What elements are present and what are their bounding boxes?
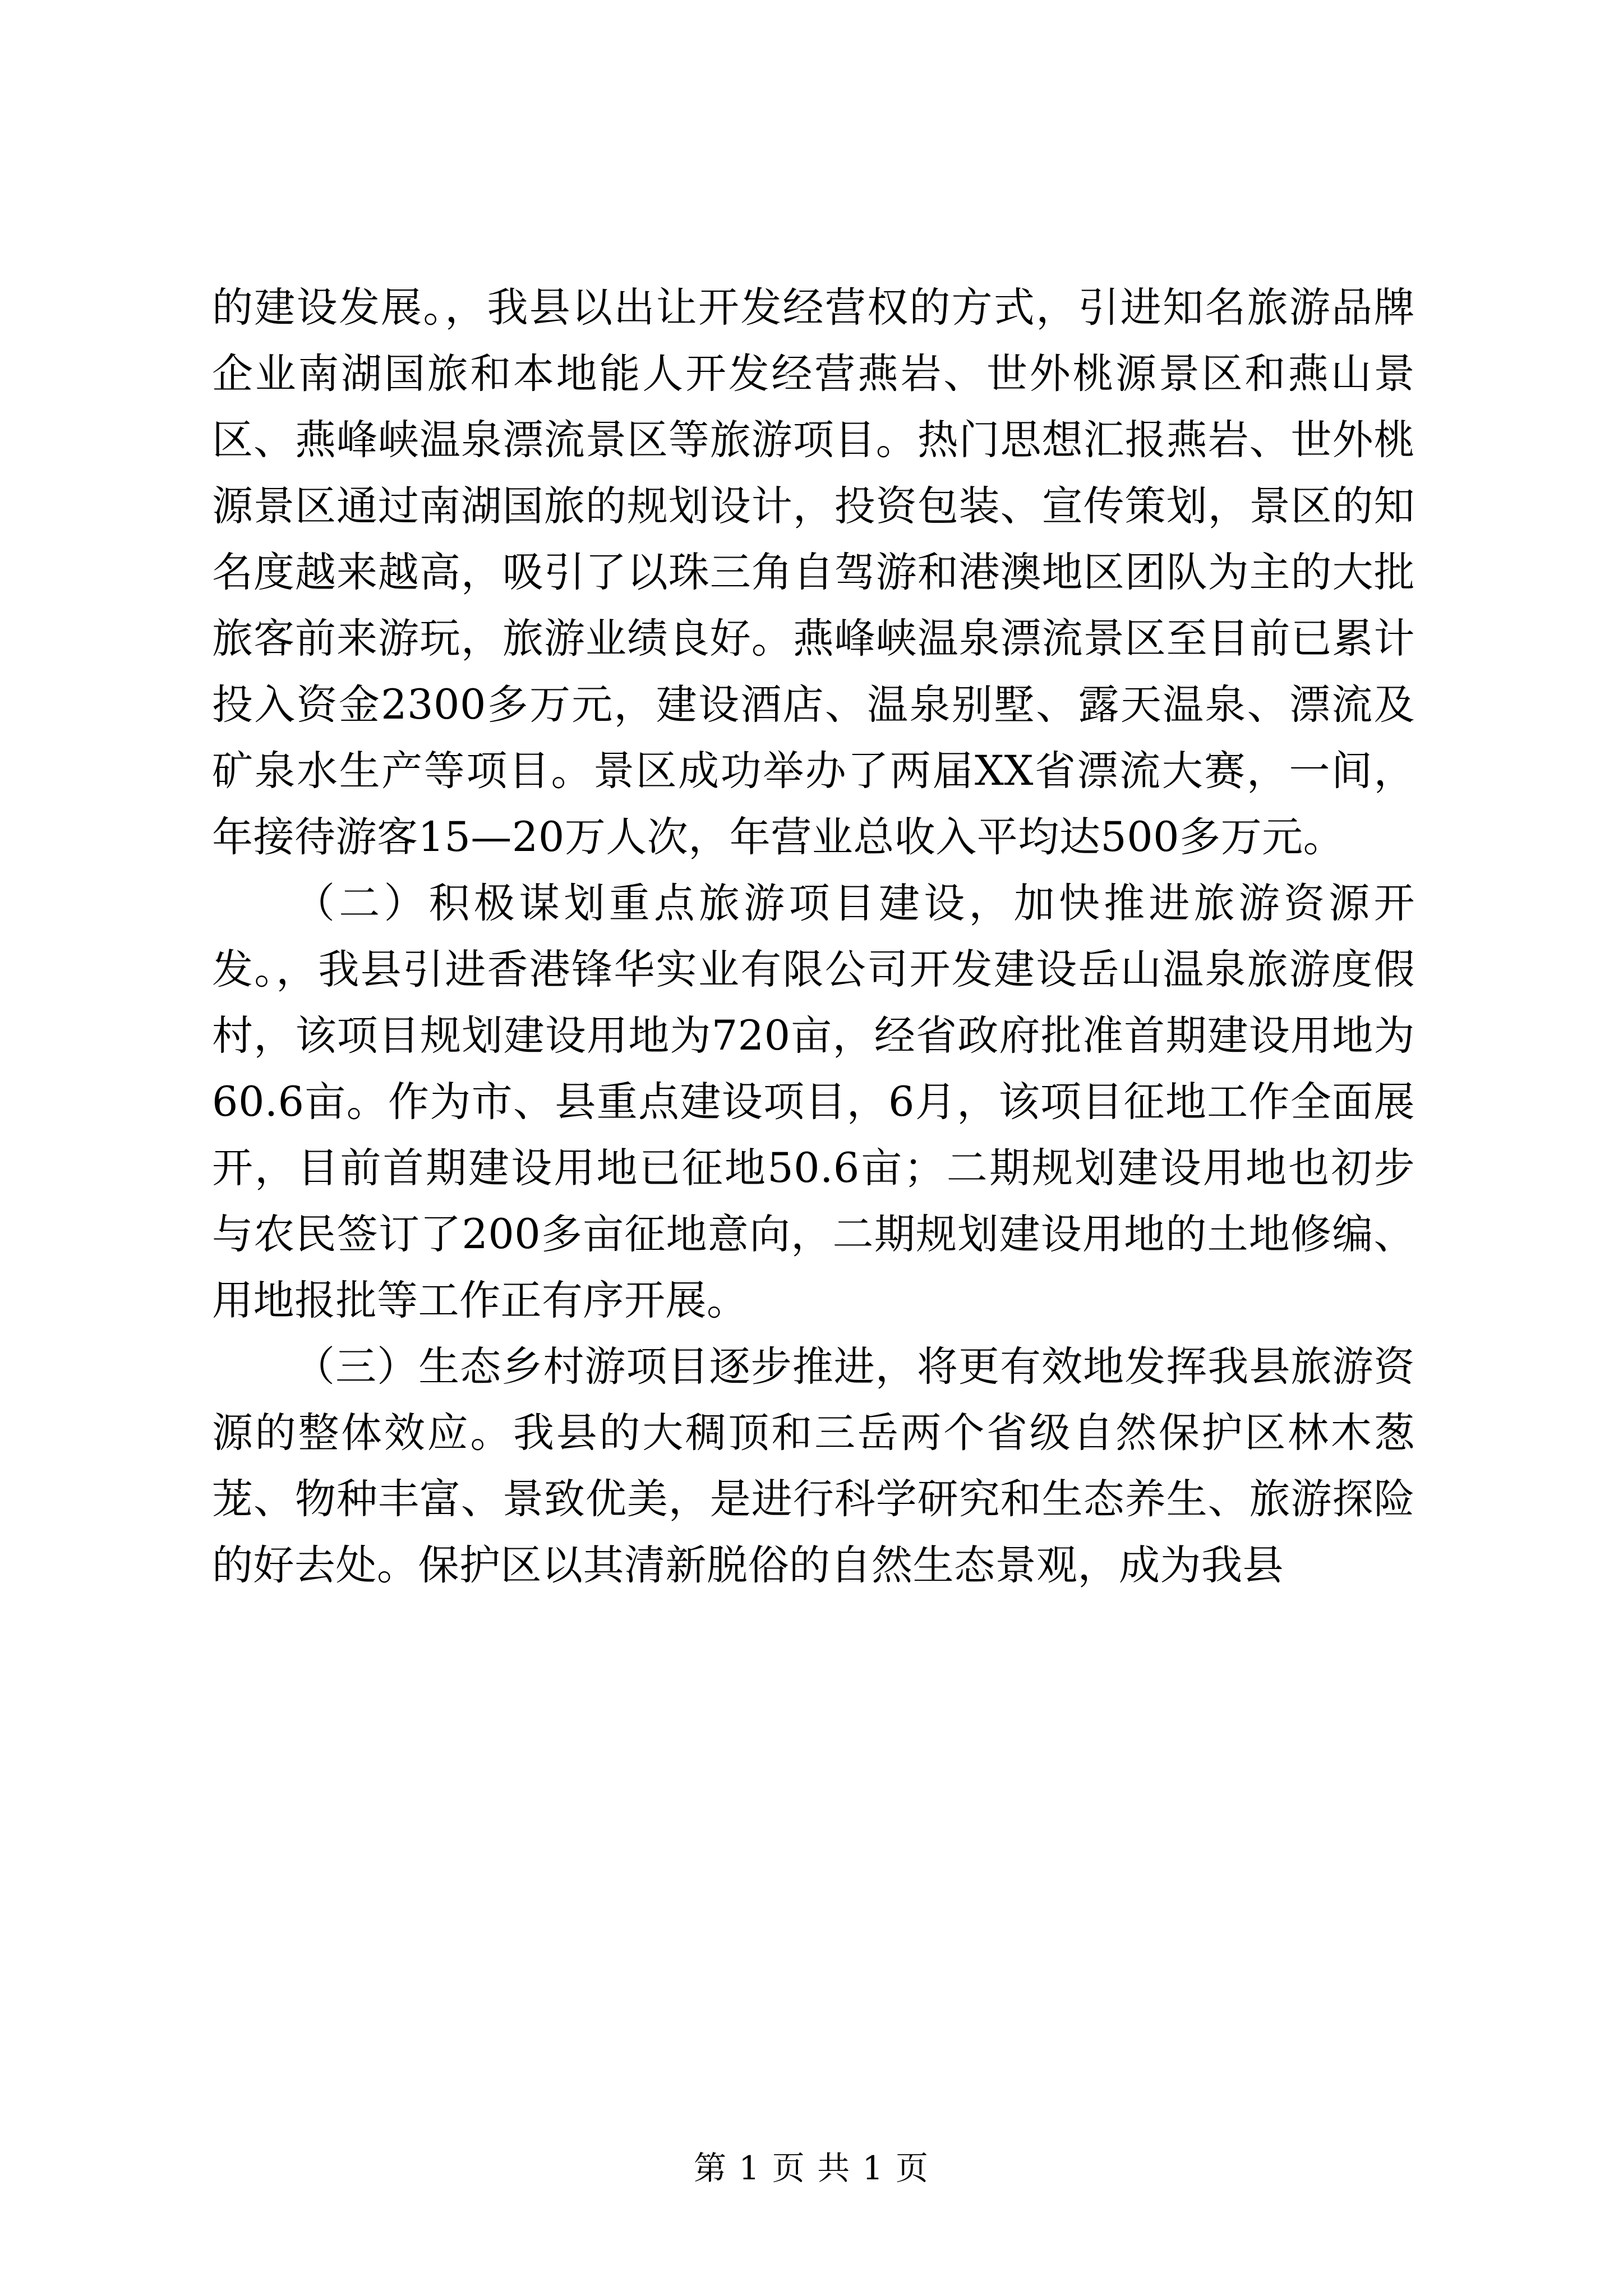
document-body: [212, 275, 1415, 1599]
paragraph-2: （二）积极谋划重点旅游项目建设，加快推进旅游资源开发。，我县引进香港锋华实业有限公司开发建设岳山温泉旅游度假村，该项目规划建设用地为720亩，经省政府批准首期建设用地为60.6亩。作为市、县重点建设项目，6月，该项目征地工作全面展开，目前首期建设用地已征地50.6亩；二期规划建设用地也初步与农民签订了200多亩征地意向，二期规划建设用地的土地修编、用地报批等工作正有序开展。: [212, 880, 1415, 1324]
paragraph-3: （三）生态乡村游项目逐步推进，将更有效地发挥我县旅游资源的整体效应。我县的大稠顶和三岳两个省级自然保护区林木葱茏、物种丰富、景致优美，是进行科学研究和生态养生、旅游探险的好去处。保护区以其清新脱俗的自然生态景观，成为我县: [212, 1343, 1415, 1589]
page-footer: 第 1 页 共 1 页: [694, 2149, 929, 2187]
paragraph-1: 的建设发展。，我县以出让开发经营权的方式，引进知名旅游品牌企业南湖国旅和本地能人开发经营燕岩、世外桃源景区和燕山景区、燕峰峡温泉漂流景区等旅游项目。热门思想汇报燕岩、世外桃源景区通过南湖国旅的规划设计，投资包装、宣传策划，景区的知名度越来越高，吸引了以珠三角自驾游和港澳地区团队为主的大批旅客前来游玩，旅游业绩良好。燕峰峡温泉漂流景区至目前已累计投入资金2300多万元，建设酒店、温泉别墅、露天温泉、漂流及矿泉水生产等项目。景区成功举办了两届XX省漂流大赛，一间，年接待游客15—20万人次，年营业总收入平均达500多万元。: [212, 284, 1415, 861]
